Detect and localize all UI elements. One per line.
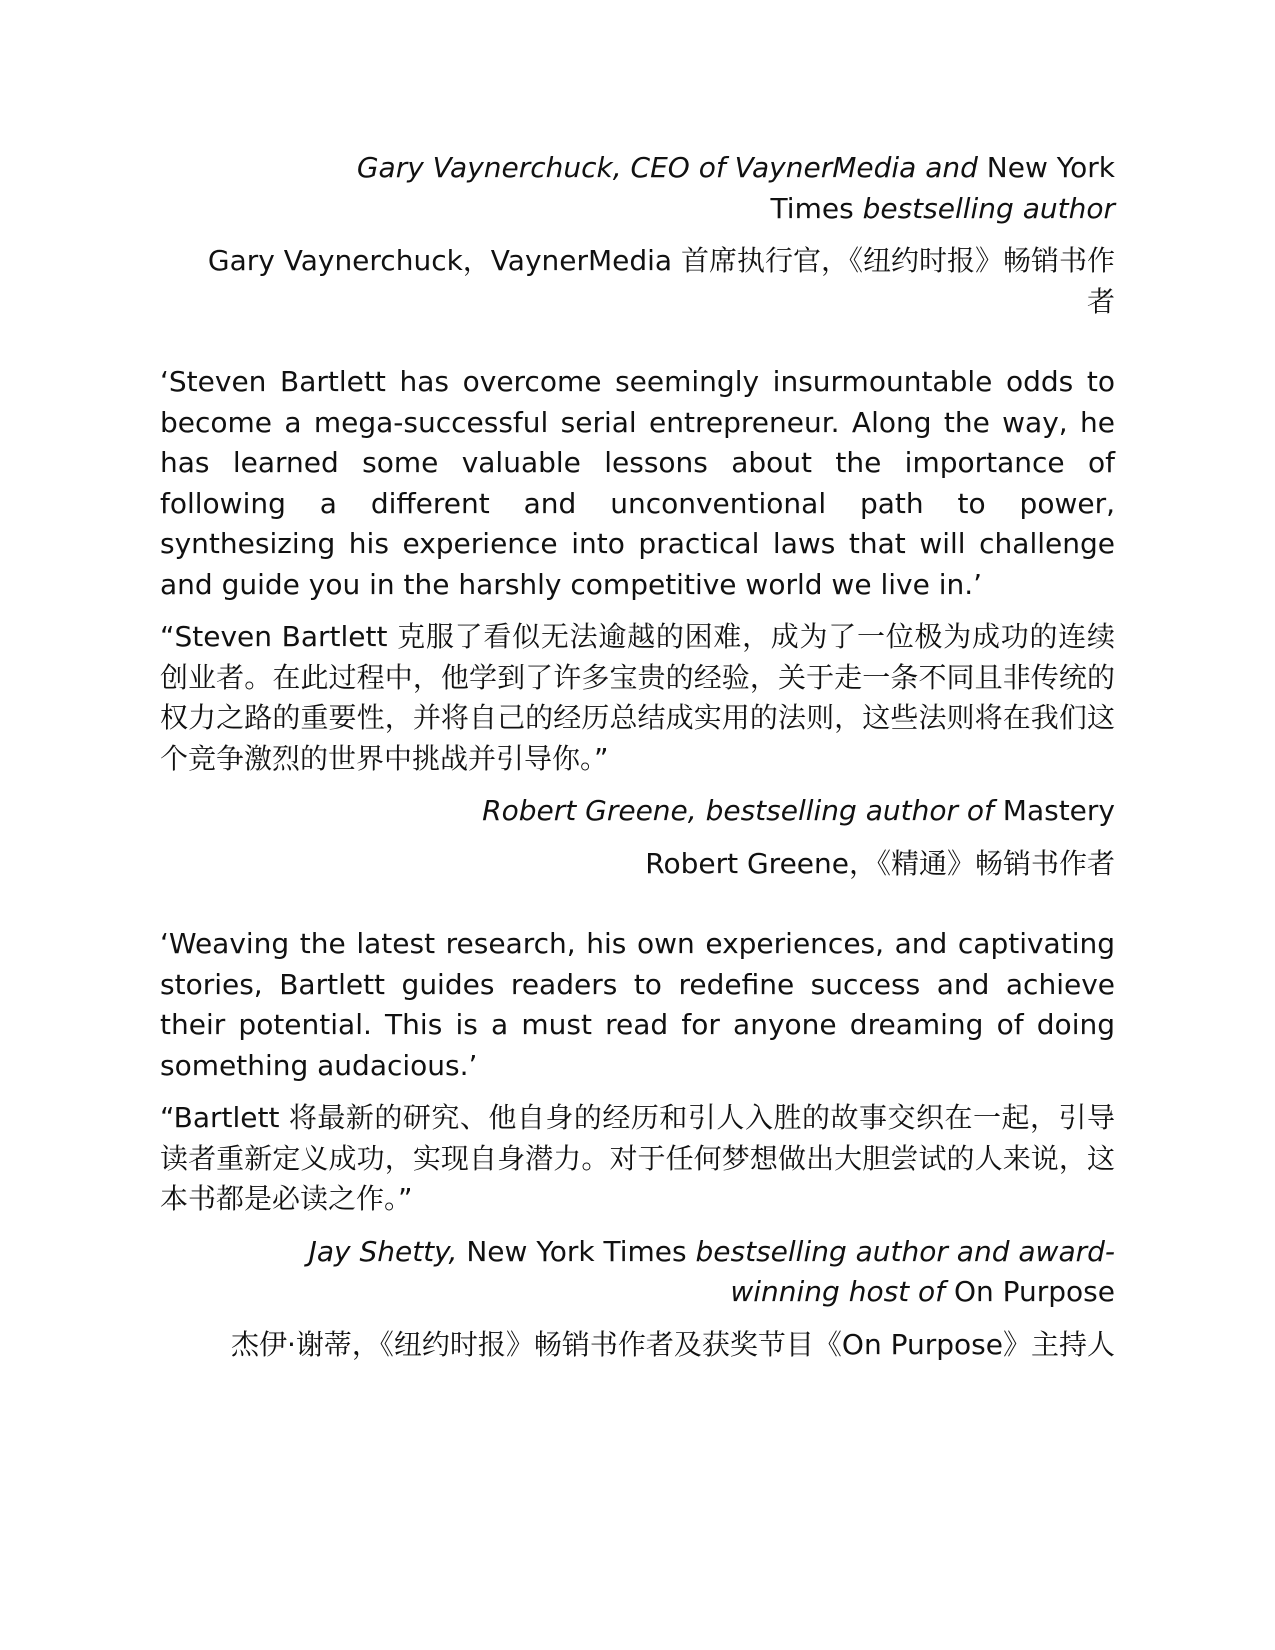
quote-jay-shetty-en: ‘Weaving the latest research, his own experiences, and captivating stories, Bartlett guides readers to redefine success and achieve their potential. This is a must read for anyone dreaming of doing something audacious.’ — [160, 927, 1115, 1082]
book-title: Mastery — [1002, 794, 1115, 827]
attribution-gary-vaynerchuck-en — [160, 148, 1115, 229]
attribution-robert-greene-en — [160, 791, 1115, 832]
quote-robert-greene-zh: “Steven Bartlett 克服了看似无法逾越的困难，成为了一位极为成功的连续创业者。在此过程中，他学到了许多宝贵的经验，关于走一条不同且非传统的权力之路的重要性，并将自己的经历总结成实用的法则，这些法则将在我们这个竞争激烈的世界中挑战并引导你。” — [160, 620, 1115, 775]
quote-robert-greene-en: ‘Steven Bartlett has overcome seemingly insurmountable odds to become a mega-successful serial entrepreneur. Along the way, he has learned some valuable lessons about the importance of following a different and unconventional path to power, synthesizing his experience into practical laws that will challenge and guide you in the harshly competitive world we live in.’ — [160, 365, 1115, 601]
attribution-italic-part: bestselling author — [862, 191, 1115, 225]
attribution-italic-part: bestselling author and award-winning host of — [695, 1234, 1115, 1308]
attribution-gary-vaynerchuck-zh: Gary Vaynerchuck，VaynerMedia 首席执行官，《纽约时报》畅销书作者 — [207, 244, 1115, 318]
attribution-jay-shetty-en — [160, 1232, 1115, 1313]
publication-name: New York Times — [466, 1234, 687, 1268]
attribution-italic-part: Gary Vaynerchuck, CEO of VaynerMedia and — [356, 151, 978, 184]
show-title: On Purpose — [953, 1275, 1115, 1308]
attribution-italic-part: Jay Shetty, — [308, 1234, 458, 1268]
quote-jay-shetty-zh: “Bartlett 将最新的研究、他自身的经历和引人入胜的故事交织在一起，引导读者重新定义成功，实现自身潜力。对于任何梦想做出大胆尝试的人来说，这本书都是必读之作。” — [160, 1101, 1115, 1215]
publication-name: New York Times — [770, 151, 1115, 225]
attribution-italic-part: Robert Greene, bestselling author of — [482, 794, 994, 827]
attribution-robert-greene-zh: Robert Greene，《精通》畅销书作者 — [645, 846, 1115, 880]
endorsements-page — [160, 148, 1115, 1365]
attribution-jay-shetty-zh: 杰伊·谢蒂，《纽约时报》畅销书作者及获奖节目《On Purpose》主持人 — [231, 1327, 1115, 1361]
